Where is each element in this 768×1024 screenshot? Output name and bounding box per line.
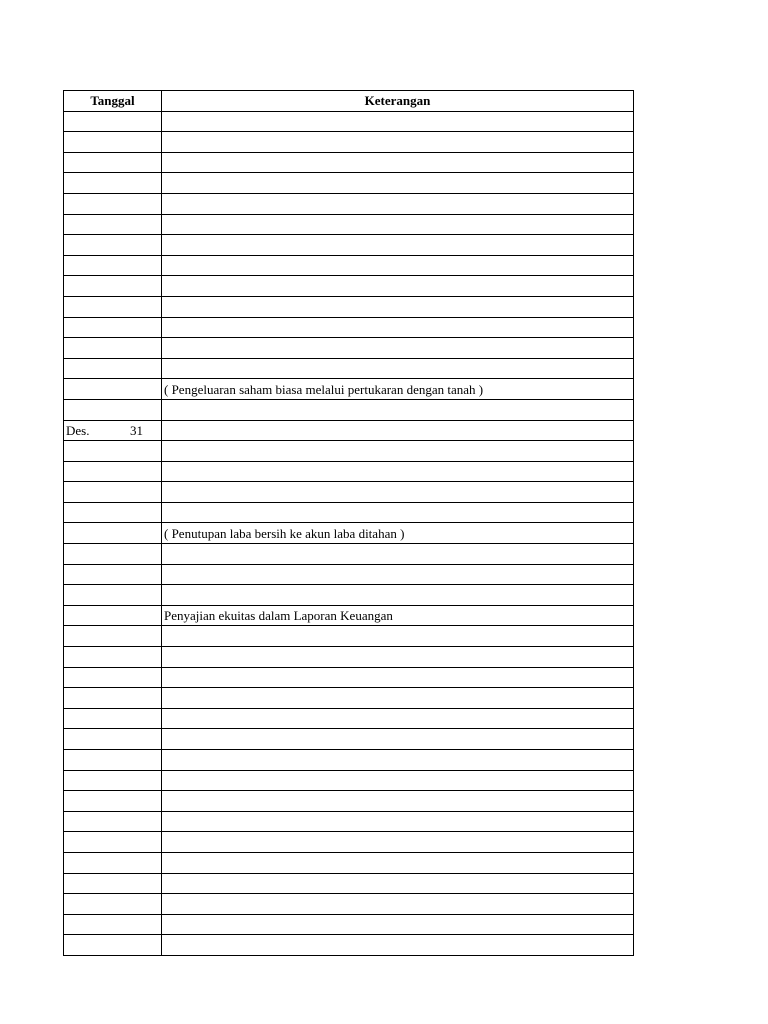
description-cell: [162, 441, 634, 462]
table-row: [64, 873, 634, 894]
description-cell: [162, 111, 634, 132]
description-cell: [162, 750, 634, 771]
table-row: [64, 482, 634, 503]
date-cell: [64, 338, 162, 359]
date-cell: [64, 791, 162, 812]
table-row: [64, 688, 634, 709]
description-cell: [162, 914, 634, 935]
description-cell: [162, 235, 634, 256]
description-cell: [162, 811, 634, 832]
date-cell: [64, 667, 162, 688]
date-cell: [64, 626, 162, 647]
date-cell: [64, 914, 162, 935]
description-cell: [162, 317, 634, 338]
description-cell: [162, 770, 634, 791]
date-cell: [64, 544, 162, 565]
date-cell: [64, 832, 162, 853]
date-cell: [64, 296, 162, 317]
table-row: [64, 564, 634, 585]
table-row: [64, 544, 634, 565]
date-month: Des.: [66, 422, 90, 438]
date-cell: [64, 502, 162, 523]
table-row: [64, 832, 634, 853]
description-cell: [162, 482, 634, 503]
table-row: [64, 750, 634, 771]
date-cell: [64, 441, 162, 462]
table-row: [64, 255, 634, 276]
date-cell: [64, 420, 162, 441]
date-cell: [64, 482, 162, 503]
table-row: [64, 214, 634, 235]
description-cell: [162, 152, 634, 173]
table-row: [64, 379, 634, 400]
table-row: [64, 235, 634, 256]
table-row: [64, 770, 634, 791]
table-row: [64, 193, 634, 214]
date-cell: [64, 214, 162, 235]
table-row: [64, 276, 634, 297]
description-cell: ( Penutupan laba bersih ke akun laba ditahan ): [162, 523, 634, 544]
table-row: [64, 317, 634, 338]
table-row: [64, 811, 634, 832]
description-cell: [162, 585, 634, 606]
date-cell: [64, 235, 162, 256]
table-row: [64, 852, 634, 873]
date-day: 31: [130, 422, 143, 438]
table-row: [64, 132, 634, 153]
description-cell: [162, 255, 634, 276]
date-cell: [64, 585, 162, 606]
date-cell: [64, 873, 162, 894]
date-cell: [64, 852, 162, 873]
description-cell: [162, 544, 634, 565]
date-cell: [64, 729, 162, 750]
date-cell: [64, 935, 162, 956]
description-cell: [162, 461, 634, 482]
table-row: [64, 399, 634, 420]
date-cell: [64, 173, 162, 194]
description-cell: [162, 647, 634, 668]
date-cell: [64, 647, 162, 668]
description-cell: [162, 708, 634, 729]
table-row: [64, 523, 634, 544]
date-cell: [64, 152, 162, 173]
table-row: [64, 358, 634, 379]
table-row: [64, 894, 634, 915]
table-row: [64, 914, 634, 935]
table-row: [64, 502, 634, 523]
table-row: [64, 152, 634, 173]
description-cell: [162, 852, 634, 873]
date-cell: [64, 770, 162, 791]
description-cell: [162, 688, 634, 709]
table-row: [64, 626, 634, 647]
description-cell: [162, 214, 634, 235]
date-cell: [64, 688, 162, 709]
date-cell: [64, 111, 162, 132]
date-value: [66, 424, 159, 437]
date-cell: [64, 399, 162, 420]
date-cell: [64, 358, 162, 379]
date-cell: [64, 894, 162, 915]
date-cell: [64, 461, 162, 482]
ledger-body: [64, 111, 634, 955]
description-cell: [162, 667, 634, 688]
column-header-description: Keterangan: [162, 91, 634, 112]
ledger-table: [63, 90, 634, 956]
description-cell: [162, 832, 634, 853]
table-row: [64, 585, 634, 606]
description-cell: [162, 791, 634, 812]
date-cell: [64, 317, 162, 338]
table-row: [64, 708, 634, 729]
table-row: [64, 605, 634, 626]
table-row: [64, 338, 634, 359]
description-cell: [162, 193, 634, 214]
description-cell: [162, 935, 634, 956]
description-cell: [162, 132, 634, 153]
date-cell: [64, 276, 162, 297]
description-cell: ( Pengeluaran saham biasa melalui pertukaran dengan tanah ): [162, 379, 634, 400]
description-cell: [162, 296, 634, 317]
description-cell: [162, 729, 634, 750]
description-cell: [162, 502, 634, 523]
header-row: [64, 91, 634, 112]
date-cell: [64, 523, 162, 544]
description-cell: Penyajian ekuitas dalam Laporan Keuangan: [162, 605, 634, 626]
table-row: [64, 441, 634, 462]
table-row: [64, 729, 634, 750]
table-row: [64, 420, 634, 441]
date-cell: [64, 132, 162, 153]
description-cell: [162, 399, 634, 420]
table-row: [64, 461, 634, 482]
description-cell: [162, 338, 634, 359]
description-cell: [162, 626, 634, 647]
description-cell: [162, 276, 634, 297]
description-cell: [162, 894, 634, 915]
date-cell: [64, 750, 162, 771]
table-row: [64, 111, 634, 132]
table-row: [64, 296, 634, 317]
date-cell: [64, 193, 162, 214]
table-row: [64, 791, 634, 812]
table-row: [64, 935, 634, 956]
table-row: [64, 667, 634, 688]
description-cell: [162, 173, 634, 194]
date-cell: [64, 379, 162, 400]
description-cell: [162, 358, 634, 379]
date-cell: [64, 255, 162, 276]
table-row: [64, 647, 634, 668]
description-cell: [162, 420, 634, 441]
column-header-date: Tanggal: [64, 91, 162, 112]
description-cell: [162, 564, 634, 585]
date-cell: [64, 564, 162, 585]
date-cell: [64, 811, 162, 832]
date-cell: [64, 605, 162, 626]
table-row: [64, 173, 634, 194]
date-cell: [64, 708, 162, 729]
description-cell: [162, 873, 634, 894]
